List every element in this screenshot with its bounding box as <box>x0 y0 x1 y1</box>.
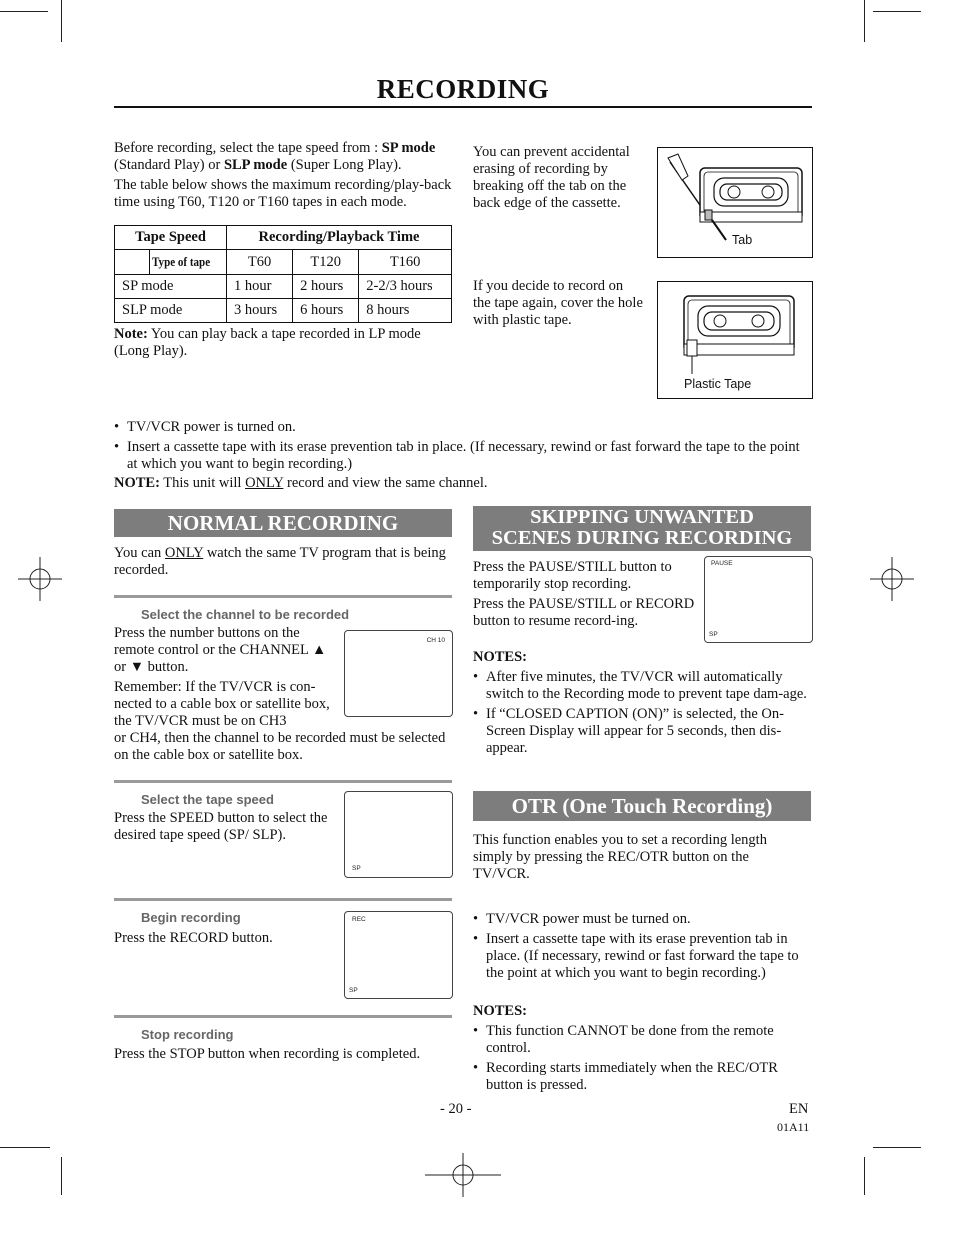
crop-mark <box>0 11 48 12</box>
cassette-tab-figure <box>657 147 813 258</box>
table-cell-mode: SLP mode <box>115 299 227 323</box>
crop-mark <box>61 1157 62 1195</box>
step1-text-3: or CH4, then the channel to be recorded must be selected on the cable box or satellite box. <box>114 730 446 763</box>
crop-mark <box>61 0 62 42</box>
otr-bullets <box>473 911 805 985</box>
skipping-heading-line-1: SKIPPING UNWANTED <box>530 506 754 528</box>
intro-paragraph-2: The table below shows the maximum recording/play-back time using T60, T120 or T160 tapes in each mode. <box>114 177 452 210</box>
list-item: • Recording starts immediately when the REC/OTR button is pressed. <box>473 1060 805 1094</box>
step3-heading: Begin recording <box>141 910 241 925</box>
table-cell-value: 8 hours <box>359 299 452 323</box>
table-cell-tape: T120 <box>293 250 359 275</box>
normal-recording-heading: NORMAL RECORDING <box>114 509 452 537</box>
normal-intro-only: ONLY <box>164 545 204 561</box>
osd-speed-text: SP <box>709 631 718 638</box>
tab-label: Tab <box>732 233 753 247</box>
step1-text-2: Remember: If the TV/VCR is con-nected to a cable box or satellite box, the TV/VCR must be on CH3 <box>114 679 330 729</box>
step2-text: Press the SPEED button to select the desired tape speed (SP/ SLP). <box>114 810 328 843</box>
table-blank-cell <box>115 250 150 275</box>
step-rule <box>114 595 452 598</box>
table-row <box>115 299 452 323</box>
cassette-plastic-tape-figure <box>657 281 813 399</box>
table-cell-tape: T60 <box>227 250 293 275</box>
osd-speed-text: SP <box>349 987 358 994</box>
prep-note-text-a: This unit will <box>159 475 246 491</box>
step-rule <box>114 780 452 783</box>
normal-intro-b: watch the same TV program that is being recorded. <box>114 545 446 578</box>
erase-text-2: If you decide to record on the tape again, cover the hole with plastic tape. <box>473 278 643 328</box>
registration-mark-left <box>18 557 62 601</box>
table-cell-value: 2-2/3 hours <box>359 275 452 299</box>
table-header-time: Recording/Playback Time <box>227 226 452 250</box>
skip-notes <box>473 669 810 760</box>
step-rule <box>114 898 452 901</box>
prep-note-label: NOTE: <box>114 475 160 491</box>
table-cell-value: 3 hours <box>227 299 293 323</box>
skip-notes-label: NOTES: <box>473 649 527 665</box>
osd-screen-channel <box>344 630 453 717</box>
table-note-text: You can play back a tape recorded in LP mode (Long Play). <box>114 326 421 359</box>
otr-notes-label: NOTES: <box>473 1003 527 1019</box>
intro-text-c: (Super Long Play). <box>287 157 402 173</box>
prep-note-only: ONLY <box>245 475 284 491</box>
title-rule <box>114 106 812 108</box>
table-cell-tape: T160 <box>359 250 452 275</box>
registration-mark-right <box>870 557 914 601</box>
list-item: • Insert a cassette tape with its erase prevention tab in place. (If necessary, rewind or fast forward the tape to the point at which you want to begin recording.) <box>473 931 805 982</box>
table-cell-value: 6 hours <box>293 299 359 323</box>
step1-heading: Select the channel to be recorded <box>141 607 350 622</box>
normal-intro <box>114 545 449 579</box>
prep-note-text-b: record and view the same channel. <box>283 475 488 491</box>
list-item: • Insert a cassette tape with its erase prevention tab in place. (If necessary, rewind or fast forward the tape to the point at which you want to begin recording.) <box>114 439 804 473</box>
skipping-heading <box>473 506 811 551</box>
page-title: RECORDING <box>376 74 550 104</box>
osd-pause-text: PAUSE <box>711 560 733 567</box>
tape-speed-table <box>114 225 452 323</box>
document-code: 01A11 <box>777 1120 810 1134</box>
list-item: • After five minutes, the TV/VCR will automatically switch to the Recording mode to prevent tape dam-age. <box>473 669 810 703</box>
crop-mark <box>873 1147 921 1148</box>
registration-mark-bottom <box>425 1153 501 1197</box>
osd-channel-text: CH 10 <box>426 637 445 644</box>
osd-screen-speed <box>344 791 453 878</box>
page-number: - 20 - <box>440 1101 472 1117</box>
step2-heading: Select the tape speed <box>141 792 274 807</box>
crop-mark <box>864 0 865 42</box>
normal-intro-a: You can <box>114 545 165 561</box>
list-item: • This function CANNOT be done from the remote control. <box>473 1023 805 1057</box>
list-item: • TV/VCR power must be turned on. <box>473 911 805 928</box>
crop-mark <box>864 1157 865 1195</box>
intro-text-a: Before recording, select the tape speed from : <box>114 140 382 156</box>
intro-text <box>114 140 456 211</box>
language-code: EN <box>789 1101 809 1117</box>
list-item: • If “CLOSED CAPTION (ON)” is selected, the On-Screen Display will appear for 5 seconds, then dis-appear. <box>473 706 810 757</box>
table-type-of-tape <box>150 250 227 275</box>
table-note <box>114 326 456 360</box>
osd-rec-text: REC <box>352 916 366 923</box>
crop-mark <box>873 11 921 12</box>
prep-note <box>114 475 804 492</box>
prep-bullets <box>114 419 804 476</box>
step4-heading: Stop recording <box>141 1027 234 1042</box>
sp-mode-label: SP mode <box>381 140 436 156</box>
plastic-tape-label: Plastic Tape <box>684 377 752 391</box>
skipping-heading-line-2: SCENES DURING RECORDING <box>491 527 793 549</box>
step1-text-1: Press the number buttons on the remote control or the CHANNEL ▲ or ▼ button. <box>114 625 327 675</box>
osd-speed-text: SP <box>352 865 361 872</box>
table-note-label: Note: <box>114 326 148 342</box>
type-of-tape-label: Type of tape <box>152 254 211 269</box>
otr-heading: OTR (One Touch Recording) <box>473 791 811 821</box>
table-row <box>115 275 452 299</box>
list-item: • TV/VCR power is turned on. <box>114 419 804 436</box>
table-header-tape-speed: Tape Speed <box>115 226 227 250</box>
intro-text-b: (Standard Play) or <box>114 157 224 173</box>
table-cell-value: 1 hour <box>227 275 293 299</box>
slp-mode-label: SLP mode <box>223 157 288 173</box>
step-rule <box>114 1015 452 1018</box>
table-cell-mode: SP mode <box>115 275 227 299</box>
osd-screen-pause <box>704 556 813 643</box>
skip-text-2: Press the PAUSE/STILL or RECORD button to resume record-ing. <box>473 596 695 629</box>
skip-text-1: Press the PAUSE/STILL button to temporarily stop recording. <box>473 559 672 592</box>
osd-screen-record <box>344 911 453 999</box>
table-cell-value: 2 hours <box>293 275 359 299</box>
step4-text: Press the STOP button when recording is completed. <box>114 1046 421 1062</box>
otr-intro: This function enables you to set a recording length simply by pressing the REC/OTR button on the TV/VCR. <box>473 832 767 882</box>
otr-notes <box>473 1023 805 1097</box>
step3-text: Press the RECORD button. <box>114 930 273 946</box>
erase-text-1: You can prevent accidental erasing of recording by breaking off the tab on the back edge of the cassette. <box>473 144 630 211</box>
crop-mark <box>0 1147 50 1148</box>
